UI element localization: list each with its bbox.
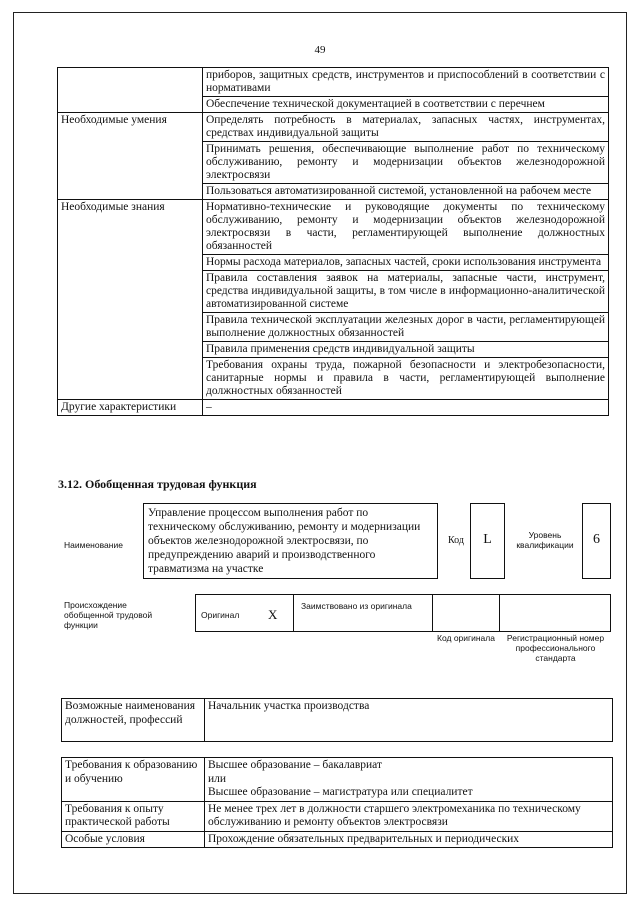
competency-category: Необходимые умения xyxy=(58,113,203,200)
competency-item: Определять потребность в материалах, запасных частях, инструментах, средствах индивидуальной защиты xyxy=(203,113,609,142)
level-label: Уровень квалификации xyxy=(516,530,574,550)
positions-table xyxy=(61,698,613,742)
page-number: 49 xyxy=(314,44,326,56)
requirement-line: или xyxy=(208,772,227,785)
reg-number-cell xyxy=(501,595,611,631)
section-heading: 3.12. Обобщенная трудовая функция xyxy=(58,477,257,491)
code-value: L xyxy=(483,532,492,547)
requirement-label: Особые условия xyxy=(62,831,205,848)
requirement-value xyxy=(205,758,613,802)
original-mark: X xyxy=(268,607,278,622)
borrowed-cell xyxy=(295,595,433,631)
competency-category xyxy=(58,68,203,113)
requirement-label: Требования к образованию и обучению xyxy=(62,758,205,802)
requirement-row xyxy=(62,831,613,848)
level-value-box xyxy=(582,503,611,579)
requirement-value xyxy=(205,831,613,848)
borrowed-label: Заимствовано из оригинала xyxy=(301,601,412,611)
requirement-row xyxy=(62,801,613,831)
competency-row xyxy=(58,113,609,142)
competency-row xyxy=(58,68,609,97)
requirement-line: Высшее образование – магистратура или специалитет xyxy=(208,786,473,798)
competency-item: Требования охраны труда, пожарной безопасности и электробезопасности, санитарные нормы и правила в части, регламентирующей выполнение должностных обязанностей xyxy=(203,358,609,400)
requirement-line: Прохождение обязательных предварительных и периодических xyxy=(208,832,520,845)
competency-item: Пользоваться автоматизированной системой, установленной на рабочем месте xyxy=(203,184,609,200)
level-value: 6 xyxy=(593,532,600,547)
competency-item: Нормы расхода материалов, запасных частей, сроки использования инструмента xyxy=(203,255,609,271)
origin-cell-original xyxy=(196,595,294,631)
competency-item: Правила составления заявок на материалы, запасные части, инструмент, средства индивидуальной защиты, в том числе в информационно-аналитической автоматизированной системе xyxy=(203,271,609,313)
code-label: Код xyxy=(448,535,464,546)
competency-category: Другие характеристики xyxy=(58,400,203,416)
requirement-row xyxy=(62,758,613,802)
function-name-text: Управление процессом выполнения работ по техническому обслуживанию, ремонту и модернизации объектов железнодорожной электросвязи, по предупреждению аварий и производственного травматизма на участке xyxy=(148,507,421,575)
competency-item: – xyxy=(203,400,609,416)
competency-item: Правила применения средств индивидуальной защиты xyxy=(203,342,609,358)
requirement-label: Требования к опыту практической работы xyxy=(62,801,205,831)
competency-row xyxy=(58,400,609,416)
competency-table-body xyxy=(58,68,609,416)
requirement-line: Не менее трех лет в должности старшего электромеханика по техническому обслуживанию и ремонту объектов электросвязи xyxy=(208,802,581,828)
competency-item: приборов, защитных средств, инструментов и приспособлений в соответствии с нормативами xyxy=(203,68,609,97)
function-name-box xyxy=(143,503,438,579)
original-code-caption: Код оригинала xyxy=(437,633,495,643)
requirement-line: Высшее образование – бакалавриат xyxy=(208,759,382,771)
name-label: Наименование xyxy=(64,540,123,550)
competency-table xyxy=(57,67,609,416)
positions-label: Возможные наименования должностей, профессий xyxy=(62,699,205,742)
code-value-box xyxy=(470,503,505,579)
requirements-table xyxy=(61,757,613,848)
reg-number-caption: Регистрационный номер профессионального стандарта xyxy=(506,633,605,663)
original-label: Оригинал xyxy=(201,610,240,620)
competency-item: Обеспечение технической документацией в соответствии с перечнем xyxy=(203,97,609,113)
requirement-value xyxy=(205,801,613,831)
original-code-cell xyxy=(434,595,500,631)
positions-value: Начальник участка производства xyxy=(205,699,613,742)
requirements-table-body xyxy=(62,758,613,848)
origin-row xyxy=(195,594,611,632)
competency-item: Нормативно-технические и руководящие документы по техническому обслуживанию, ремонту и модернизации объектов железнодорожной электросвязи в части, регламентирующей выполнение должностных обязанностей xyxy=(203,200,609,255)
competency-item: Принимать решения, обеспечивающие выполнение работ по техническому обслуживанию, ремонту и модернизации объектов железнодорожной электросвязи xyxy=(203,142,609,184)
origin-label: Происхождение обобщенной трудовой функции xyxy=(64,600,153,630)
competency-row xyxy=(58,200,609,255)
competency-item: Правила технической эксплуатации железных дорог в части, регламентирующей выполнение должностных обязанностей xyxy=(203,313,609,342)
competency-category: Необходимые знания xyxy=(58,200,203,400)
positions-row xyxy=(62,699,613,742)
